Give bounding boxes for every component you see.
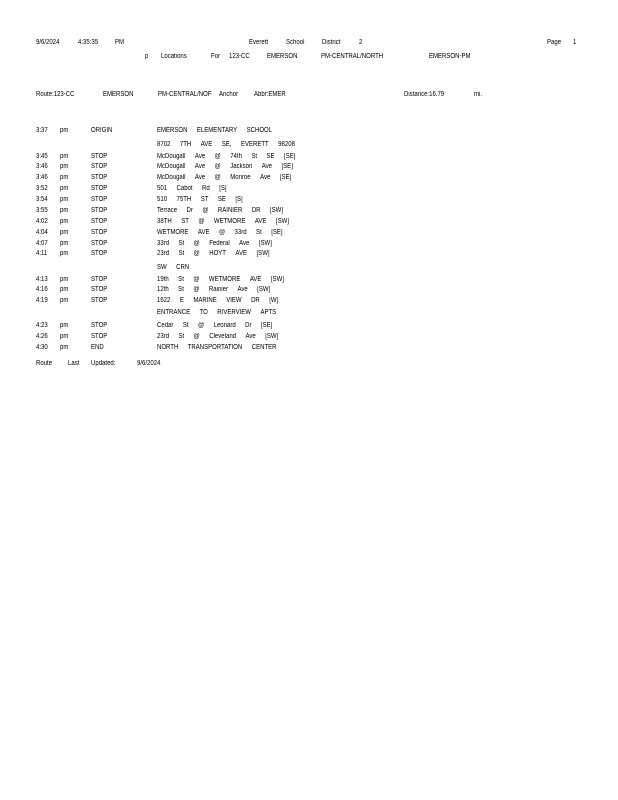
stop-location-word: McDougall (157, 153, 186, 160)
stop-time: 4:23 (36, 322, 48, 329)
stop-location-word: [S] (235, 196, 243, 203)
subtitle-word: For (211, 53, 221, 60)
stop-ampm: pm (60, 185, 69, 192)
stop-location-word: APTS (260, 309, 277, 316)
stop-location-word: Rd (202, 185, 210, 192)
stop-location-word: @ (198, 218, 205, 225)
stop-location-word: 74th (230, 153, 242, 160)
stop-location-word: AVE (249, 276, 262, 283)
route-abbr: Abbr:EMER (254, 91, 286, 98)
stop-location-word: SCHOOL (246, 127, 273, 134)
stop-location-word: AVE (197, 229, 210, 236)
stop-ampm: pm (60, 333, 69, 340)
stop-time: 3:46 (36, 163, 48, 170)
stop-row (0, 207, 618, 217)
stop-location-word: [SE] (284, 153, 296, 160)
stop-row (0, 141, 618, 151)
stop-ampm: pm (60, 322, 69, 329)
stop-location (157, 344, 286, 351)
stop-row (0, 297, 618, 307)
stop-row (0, 196, 618, 206)
stop-time: 4:13 (36, 276, 48, 283)
stop-time: 4:02 (36, 218, 48, 225)
stop-time: 3:46 (36, 174, 48, 181)
stop-location (157, 276, 293, 283)
stop-location-word: DR (251, 207, 261, 214)
stop-ampm: pm (60, 218, 69, 225)
stop-location-word: SE, (221, 141, 232, 148)
stop-location (157, 229, 292, 236)
stop-location-word: McDougall (157, 174, 186, 181)
stop-location-word: [SW] (257, 286, 271, 293)
stop-row (0, 218, 618, 228)
stop-location-word: 1622 (157, 297, 171, 304)
report-time: 4:35:35 (78, 39, 99, 46)
stop-location-word: [SW] (258, 240, 272, 247)
stop-location-word: Rainier (208, 286, 228, 293)
district-word: School (286, 39, 305, 46)
footer-word: 9/6/2024 (137, 360, 161, 367)
stop-location (157, 286, 280, 293)
subtitle-word: EMERSON-PM (429, 53, 471, 60)
stop-location-word: CENTER (251, 344, 277, 351)
stop-location-word: ST (181, 218, 189, 225)
stop-type: STOP (91, 333, 108, 340)
stop-type: STOP (91, 207, 108, 214)
stop-location-word: EMERSON (157, 127, 188, 134)
stop-row (0, 250, 618, 260)
stop-location-word: HOYT (209, 250, 226, 257)
stop-location-word: St (178, 240, 185, 247)
stop-location-word: @ (202, 207, 209, 214)
stop-location-word: Ave (261, 163, 273, 170)
stop-time: 3:55 (36, 207, 48, 214)
subtitle-word: EMERSON (267, 53, 298, 60)
subtitle-word: p (145, 53, 149, 60)
stop-location-word: St (178, 250, 185, 257)
stop-ampm: pm (60, 207, 69, 214)
stop-location-word: AVE (235, 250, 248, 257)
stop-location-word: @ (198, 322, 205, 329)
stop-location-word: [SE] (279, 174, 292, 181)
stop-location-word: @ (193, 276, 200, 283)
stop-location-word: Federal (209, 240, 230, 247)
stop-type: STOP (91, 286, 108, 293)
stop-location-word: @ (214, 174, 221, 181)
stop-location (157, 207, 292, 214)
stop-ampm: pm (60, 286, 69, 293)
stop-location-word: 7TH (179, 141, 192, 148)
stop-location-word: CRN (176, 264, 190, 271)
stop-type: END (91, 344, 104, 351)
stop-location-word: VIEW (226, 297, 242, 304)
stop-row (0, 322, 618, 332)
stop-ampm: pm (60, 276, 69, 283)
stop-time: 4:16 (36, 286, 48, 293)
stop-location-word: 8702 (157, 141, 171, 148)
stop-row (0, 344, 618, 354)
stop-location-word: [S] (219, 185, 227, 192)
stop-location-word: RAINIER (217, 207, 243, 214)
stop-ampm: pm (60, 229, 69, 236)
stop-ampm: pm (60, 240, 69, 247)
stop-location-word: 12th (157, 286, 169, 293)
stop-time: 4:07 (36, 240, 48, 247)
stop-location-word: Ave (194, 153, 206, 160)
stop-location-word: Ave (245, 333, 256, 340)
stop-type: STOP (91, 218, 108, 225)
stop-location-word: WETMORE (213, 218, 246, 225)
stop-location-word: @ (214, 153, 221, 160)
stop-location-word: MARINE (193, 297, 217, 304)
stop-location-word: 75TH (176, 196, 192, 203)
stop-location-word: 23rd (157, 333, 170, 340)
stop-location-word: 98208 (278, 141, 295, 148)
stop-location-word: Terrace (157, 207, 178, 214)
stop-location-word: AVE (200, 141, 213, 148)
stop-location-word: ENTRANCE (157, 309, 191, 316)
stop-time: 4:26 (36, 333, 48, 340)
stop-location-word: [SW] (265, 333, 279, 340)
stop-row (0, 333, 618, 343)
stop-location-word: [SW] (270, 276, 284, 283)
stop-ampm: pm (60, 196, 69, 203)
stop-location-word: @ (193, 250, 200, 257)
stop-row (0, 309, 618, 319)
stop-type: STOP (91, 174, 108, 181)
stop-location-word: [SE] (281, 163, 293, 170)
stop-time: 3:37 (36, 127, 48, 134)
stop-location-word: RIVERVIEW (217, 309, 251, 316)
stop-location-word: SE (217, 196, 226, 203)
stop-type: STOP (91, 153, 108, 160)
footer-word: Updated: (91, 360, 116, 367)
stop-location-word: Cedar (157, 322, 174, 329)
stop-location-word: EVERETT (240, 141, 269, 148)
stop-type: STOP (91, 322, 108, 329)
stop-type: STOP (91, 196, 108, 203)
stop-location-word: 501 (157, 185, 168, 192)
stop-location (157, 196, 252, 203)
page-number: 1 (573, 39, 577, 46)
stop-type: STOP (91, 297, 108, 304)
stop-location-word: [SW] (269, 207, 284, 214)
stop-location (157, 174, 301, 181)
stop-location-word: WETMORE (157, 229, 189, 236)
stop-time: 3:52 (36, 185, 48, 192)
stop-location (157, 297, 288, 304)
stop-type: STOP (91, 240, 108, 247)
stop-location-word: TO (199, 309, 208, 316)
stop-location (157, 141, 304, 148)
stop-time: 3:45 (36, 153, 48, 160)
stop-location-word: Ave (194, 174, 206, 181)
stop-location-word: Dr (186, 207, 193, 214)
report-date: 9/6/2024 (36, 39, 60, 46)
stop-location-word: NORTH (157, 344, 179, 351)
stop-type: STOP (91, 276, 108, 283)
stop-location-word: ELEMENTARY (196, 127, 238, 134)
stop-location-word: Jackson (230, 163, 253, 170)
stop-location-word: SW (157, 264, 167, 271)
stop-location-word: @ (214, 163, 221, 170)
district-word: 2 (359, 39, 363, 46)
stop-location-word: @ (193, 286, 200, 293)
stop-location-word: TRANSPORTATION (187, 344, 243, 351)
stop-location-word: @ (193, 240, 200, 247)
stop-location-word: Cleveland (209, 333, 237, 340)
stop-row (0, 229, 618, 239)
route-run: PM-CENTRAL/NOF (158, 91, 212, 98)
stop-location-word: AVE (254, 218, 267, 225)
footer-word: Route (36, 360, 53, 367)
stop-ampm: pm (60, 174, 69, 181)
stop-location (157, 127, 282, 134)
district-word: District (322, 39, 341, 46)
stop-location-word: Monroe (230, 174, 251, 181)
stop-location-word: Ave (239, 240, 250, 247)
stop-location-word: McDougall (157, 163, 186, 170)
stop-location-word: Dr (245, 322, 252, 329)
stop-time: 3:54 (36, 196, 48, 203)
stop-location (157, 322, 282, 329)
stop-location-word: St (178, 333, 185, 340)
stop-location-word: Ave (237, 286, 248, 293)
stop-location-word: St (178, 276, 184, 283)
stop-location-word: Cabot (176, 185, 193, 192)
stop-type: STOP (91, 163, 108, 170)
stop-location (157, 153, 305, 160)
stop-ampm: pm (60, 297, 69, 304)
stop-location-word: 23rd (157, 250, 170, 257)
subtitle-word: PM-CENTRAL/NORTH (321, 53, 384, 60)
district-word: Everett (249, 39, 269, 46)
stop-row (0, 264, 618, 274)
footer-word: Last (68, 360, 80, 367)
stop-location-word: [SE] (260, 322, 273, 329)
stop-location-word: St (182, 322, 189, 329)
stop-type: STOP (91, 185, 108, 192)
stop-location-word: @ (193, 333, 200, 340)
stop-location (157, 185, 236, 192)
stop-row (0, 127, 618, 137)
stop-location (157, 309, 286, 316)
stop-ampm: pm (60, 250, 69, 257)
distance-unit: mi. (474, 91, 483, 98)
stop-location-word: ST (200, 196, 209, 203)
stop-ampm: pm (60, 344, 69, 351)
stop-type: STOP (91, 250, 108, 257)
route-school: EMERSON (103, 91, 134, 98)
stop-location-word: DR (251, 297, 260, 304)
stop-time: 4:30 (36, 344, 48, 351)
report-ampm: PM (115, 39, 125, 46)
stop-row (0, 153, 618, 163)
stop-location-word: St (251, 153, 258, 160)
stop-row (0, 286, 618, 296)
stop-location (157, 218, 298, 225)
route-distance: Distance:16.79 (404, 91, 445, 98)
stop-ampm: pm (60, 163, 69, 170)
stop-location (157, 163, 302, 170)
stop-location-word: [W] (269, 297, 279, 304)
stop-location-word: 19th (157, 276, 169, 283)
stop-type: STOP (91, 229, 108, 236)
stop-location-word: [SE] (271, 229, 283, 236)
stop-location-word: [SW] (256, 250, 270, 257)
stop-location (157, 264, 199, 271)
stop-location (157, 240, 281, 247)
stop-type: ORIGIN (91, 127, 113, 134)
stop-location-word: SE (266, 153, 275, 160)
stop-location-word: [SW] (275, 218, 289, 225)
stop-location (157, 250, 279, 257)
route-id: Route:123-CC (36, 91, 75, 98)
stop-location-word: St (178, 286, 184, 293)
stop-location-word: Leonard (213, 322, 236, 329)
stop-row (0, 163, 618, 173)
stop-time: 4:11 (36, 250, 48, 257)
stop-location-word: 510 (157, 196, 168, 203)
subtitle-word: 123-CC (229, 53, 250, 60)
stop-location-word: 38TH (157, 218, 172, 225)
stop-time: 4:19 (36, 297, 48, 304)
stop-location-word: Ave (260, 174, 271, 181)
stop-location-word: @ (218, 229, 226, 236)
stop-ampm: pm (60, 127, 69, 134)
stop-location (157, 333, 288, 340)
stop-location-word: 33rd (157, 240, 170, 247)
stop-row (0, 240, 618, 250)
stop-location-word: St (256, 229, 262, 236)
stop-location-word: Ave (194, 163, 206, 170)
stop-ampm: pm (60, 153, 69, 160)
route-anchor: Anchor (219, 91, 239, 98)
stop-row (0, 276, 618, 286)
stop-location-word: 33rd (234, 229, 247, 236)
stop-location-word: E (179, 297, 184, 304)
stop-time: 4:04 (36, 229, 48, 236)
page-label: Page (547, 39, 562, 46)
subtitle-word: Locations (161, 53, 187, 60)
stop-location-word: WETMORE (208, 276, 241, 283)
stop-row (0, 174, 618, 184)
stop-row (0, 185, 618, 195)
